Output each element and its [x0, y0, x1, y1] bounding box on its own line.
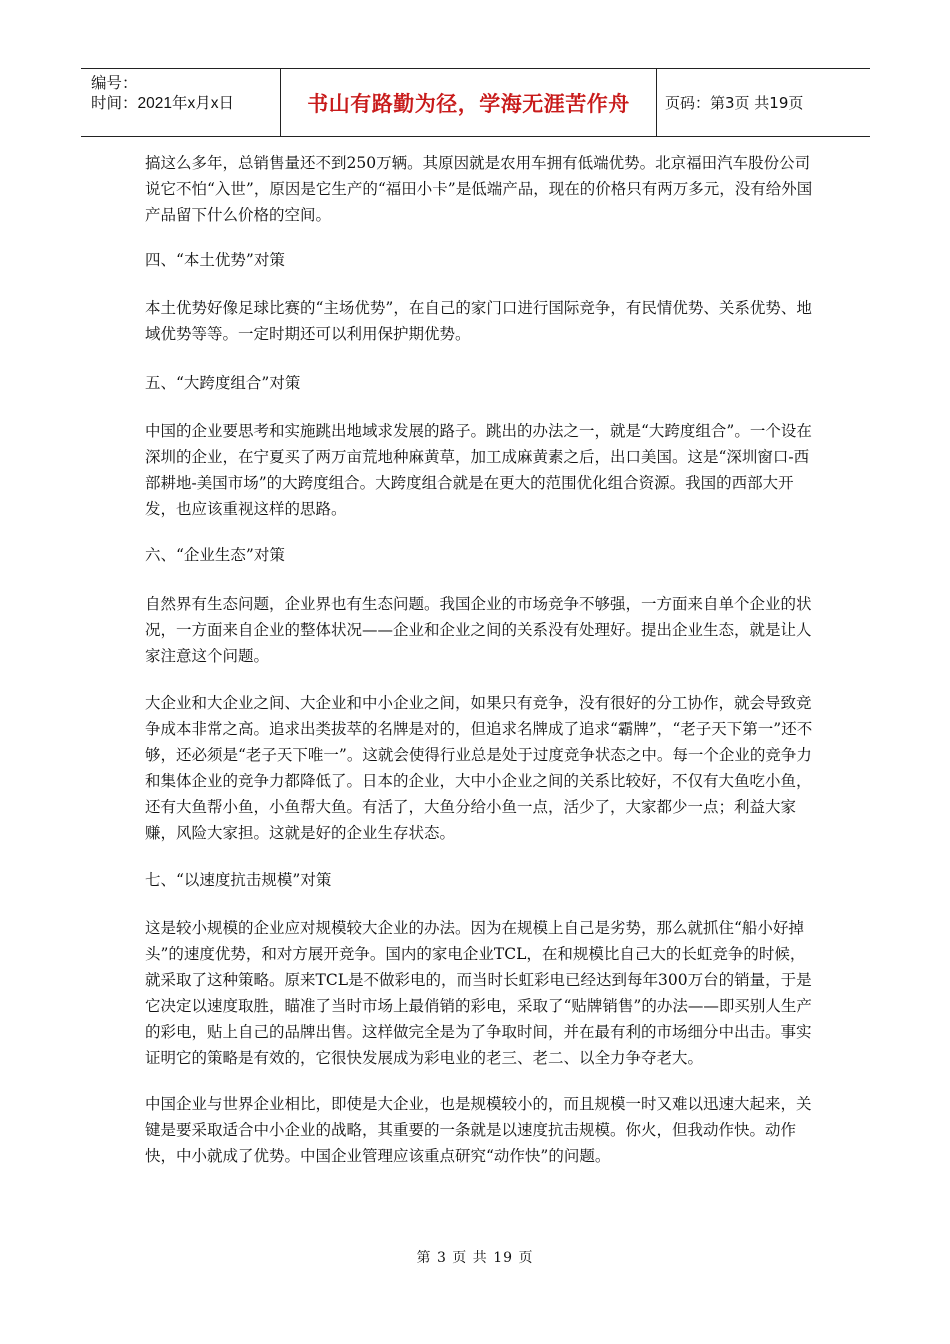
- page-footer: 第 3 页 共 19 页: [416, 1250, 534, 1266]
- section-heading: 六、“企业生态”对策: [145, 546, 285, 564]
- header-page-info: 页码：第3页 共19页: [665, 94, 804, 112]
- section-heading: 四、“本土优势”对策: [145, 251, 285, 269]
- page-header: [81, 68, 870, 137]
- paragraph: 中国企业与世界企业相比，即使是大企业，也是规模较小的，而且规模一时又难以迅速大起来，关键是要采取适合中小企业的战略，其重要的一条就是以速度抗击规模。你火，但我动作快。动作快，中小就成了优势。中国企业管理应该重点研究“动作快”的问题。: [145, 1095, 812, 1165]
- paragraph: 这是较小规模的企业应对规模较大企业的办法。因为在规模上自己是劣势，那么就抓住“船小好掉头”的速度优势，和对方展开竞争。国内的家电企业TCL，在和规模比自己大的长虹竞争的时候，就采取了这种策略。原来TCL是不做彩电的，而当时长虹彩电已经达到每年300万台的销量，于是它决定以速度取胜，瞄准了当时市场上最俏销的彩电，采取了“贴牌销售”的办法——即买别人生产的彩电，贴上自己的品牌出售。这样做完全是为了争取时间，并在最有利的市场细分中出击。事实证明它的策略是有效的，它很快发展成为彩电业的老三、老二、以全力争夺老大。: [145, 919, 812, 1067]
- paragraph: 自然界有生态问题，企业界也有生态问题。我国企业的市场竞争不够强，一方面来自单个企业的状况，一方面来自企业的整体状况——企业和企业之间的关系没有处理好。提出企业生态，就是让人家注意这个问题。: [145, 595, 812, 665]
- paragraph: 大企业和大企业之间、大企业和中小企业之间，如果只有竞争，没有很好的分工协作，就会导致竞争成本非常之高。追求出类拔萃的名牌是对的，但追求名牌成了追求“霸牌”，“老子天下第一”还不够，还必须是“老子天下唯一”。这就会使得行业总是处于过度竞争状态之中。每一个企业的竞争力和集体企业的竞争力都降低了。日本的企业，大中小企业之间的关系比较好，不仅有大鱼吃小鱼，还有大鱼帮小鱼，小鱼帮大鱼。有活了，大鱼分给小鱼一点，活少了，大家都少一点；利益大家赚，风险大家担。这就是好的企业生存状态。: [145, 694, 813, 842]
- section-heading: 七、“以速度抗击规模”对策: [145, 871, 332, 889]
- serial-label: 编号：: [91, 75, 138, 92]
- section-heading: 五、“大跨度组合”对策: [145, 374, 301, 392]
- paragraph: 搞这么多年，总销售量还不到250万辆。其原因就是农用车拥有低端优势。北京福田汽车股份公司说它不怕“入世”，原因是它生产的“福田小卡”是低端产品，现在的价格只有两万多元，没有给外国产品留下什么价格的空间。: [145, 154, 813, 224]
- date-label: 时间：2021年x月x日: [91, 95, 234, 112]
- paragraph: 中国的企业要思考和实施跳出地域求发展的路子。跳出的办法之一，就是“大跨度组合”。一个设在深圳的企业，在宁夏买了两万亩荒地种麻黄草，加工成麻黄素之后，出口美国。这是“深圳窗口-西部耕地-美国市场”的大跨度组合。大跨度组合就是在更大的范围优化组合资源。我国的西部大开发，也应该重视这样的思路。: [145, 422, 812, 518]
- header-meta: [81, 69, 281, 136]
- header-motto: 书山有路勤为径，学海无涯苦作舟: [281, 69, 657, 136]
- document-body: [145, 150, 813, 1169]
- paragraph: 本土优势好像足球比赛的“主场优势”，在自己的家门口进行国际竞争，有民情优势、关系优势、地域优势等等。一定时期还可以利用保护期优势。: [145, 299, 812, 343]
